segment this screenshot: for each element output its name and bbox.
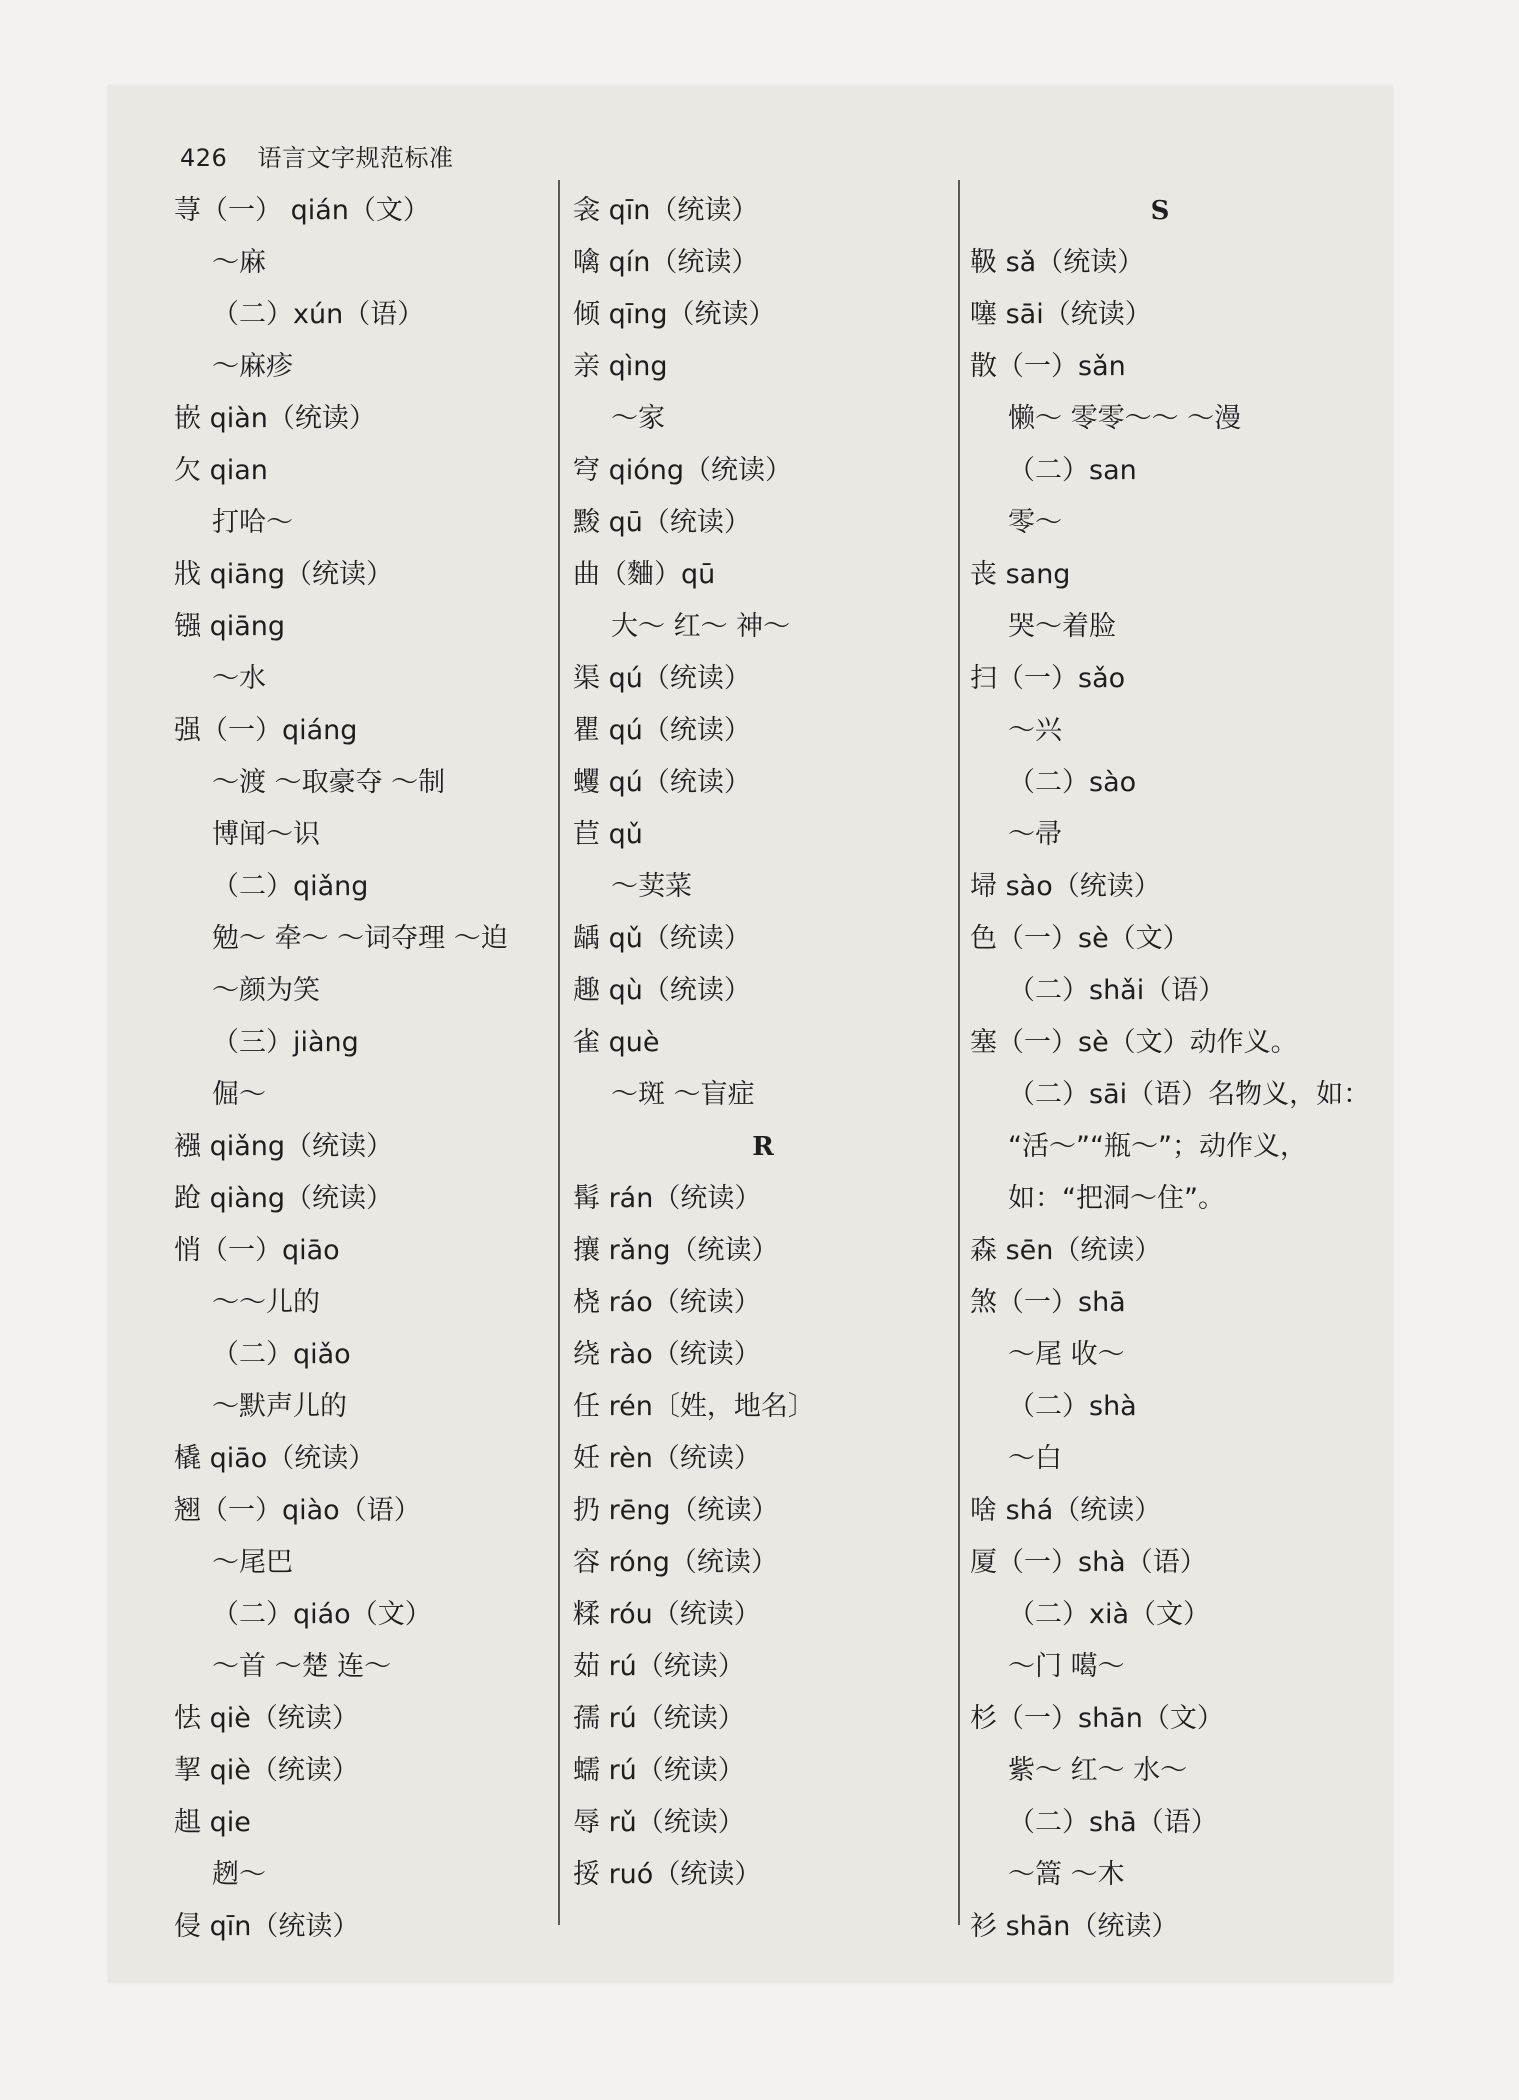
- entry-headword: 苣 qǔ: [573, 819, 643, 850]
- entry-subline: ～渡 ～取豪夺 ～制: [212, 767, 446, 798]
- section-letter: S: [1150, 196, 1170, 226]
- entry-headword: 茹 rú（统读）: [573, 1651, 745, 1682]
- entry-headword: 埽 sào（统读）: [970, 871, 1161, 902]
- entry-subline: ～帚: [1008, 819, 1062, 850]
- entry-subline: （二）shā（语）: [1008, 1807, 1218, 1838]
- entry-headword: 穹 qióng（统读）: [573, 455, 792, 486]
- entry-subline: 哭～着脸: [1008, 611, 1116, 642]
- entry-subline: 大～ 红～ 神～: [611, 611, 791, 642]
- entry-headword: 亲 qìng: [573, 351, 668, 382]
- entry-headword: 翘（一）qiào（语）: [174, 1495, 421, 1526]
- entry-headword: 嵌 qiàn（统读）: [174, 403, 376, 434]
- entry-headword: 侵 qīn（统读）: [174, 1911, 360, 1942]
- entry-headword: 跄 qiàng（统读）: [174, 1183, 394, 1214]
- entry-subline: 博闻～识: [212, 819, 320, 850]
- entry-subline: 紫～ 红～ 水～: [1008, 1755, 1188, 1786]
- entry-headword: 强（一）qiáng: [174, 715, 358, 746]
- page-number: 426: [180, 144, 228, 172]
- entry-subline: 打哈～: [212, 507, 293, 538]
- entry-subline: ～兴: [1008, 715, 1062, 746]
- entry-headword: 厦（一）shà（语）: [970, 1547, 1207, 1578]
- entry-subline: （二）qiǎng: [212, 871, 369, 902]
- entry-headword: 桡 ráo（统读）: [573, 1287, 761, 1318]
- entry-headword: 荨（一） qián（文）: [174, 195, 430, 226]
- entry-headword: 曲（麯）qū: [573, 559, 716, 590]
- entry-headword: 色（一）sè（文）: [970, 923, 1190, 954]
- entry-subline: （二）sào: [1008, 767, 1137, 798]
- entry-subline: 勉～ 牵～ ～词夺理 ～迫: [212, 923, 508, 954]
- entry-headword: 森 sēn（统读）: [970, 1235, 1162, 1266]
- entry-subline: 懒～ 零零～～ ～漫: [1008, 403, 1242, 434]
- entry-headword: 挼 ruó（统读）: [573, 1859, 762, 1890]
- entry-headword: 绕 rào（统读）: [573, 1339, 761, 1370]
- entry-headword: 趄 qie: [174, 1807, 251, 1838]
- entry-headword: 杉（一）shān（文）: [970, 1703, 1224, 1734]
- page-header: [180, 143, 453, 173]
- entry-subline: ～斑 ～盲症: [611, 1079, 755, 1110]
- entry-headword: 戕 qiāng（统读）: [174, 559, 394, 590]
- entry-headword: 瞿 qú（统读）: [573, 715, 751, 746]
- entry-subline: （二）qiǎo: [212, 1339, 351, 1370]
- entry-subline: ～麻: [212, 247, 266, 278]
- entry-subline: ～～儿的: [212, 1287, 320, 1318]
- entry-headword: 扔 rēng（统读）: [573, 1495, 779, 1526]
- entry-headword: 衾 qīn（统读）: [573, 195, 759, 226]
- entry-subline: “活～”“瓶～”；动作义，: [1008, 1131, 1307, 1162]
- entry-headword: 怯 qiè（统读）: [174, 1703, 359, 1734]
- entry-subline: ～尾巴: [212, 1547, 293, 1578]
- entry-column-2: [573, 185, 953, 1901]
- entry-headword: 散（一）sǎn: [970, 351, 1126, 382]
- entry-subline: ～尾 收～: [1008, 1339, 1125, 1370]
- entry-subline: （三）jiàng: [212, 1027, 359, 1058]
- entry-headword: 塞（一）sè（文）动作义。: [970, 1027, 1298, 1058]
- entry-headword: 雀 què: [573, 1027, 660, 1058]
- entry-subline: 趔～: [212, 1859, 266, 1890]
- entry-headword: 妊 rèn（统读）: [573, 1443, 761, 1474]
- entry-subline: （二）xún（语）: [212, 299, 425, 330]
- entry-headword: 髯 rán（统读）: [573, 1183, 762, 1214]
- entry-headword: 靸 sǎ（统读）: [970, 247, 1145, 278]
- entry-column-3: [970, 185, 1371, 1953]
- entry-headword: 悄（一）qiāo: [174, 1235, 340, 1266]
- entry-headword: 辱 rǔ（统读）: [573, 1807, 745, 1838]
- entry-headword: 孺 rú（统读）: [573, 1703, 745, 1734]
- entry-headword: 趣 qù（统读）: [573, 975, 751, 1006]
- entry-headword: 倾 qīng（统读）: [573, 299, 776, 330]
- column-divider: [558, 180, 560, 1925]
- entry-subline: ～家: [611, 403, 665, 434]
- entry-subline: （二）shǎi（语）: [1008, 975, 1226, 1006]
- entry-headword: 煞（一）shā: [970, 1287, 1126, 1318]
- entry-headword: 啥 shá（统读）: [970, 1495, 1162, 1526]
- section-letter: R: [752, 1132, 774, 1162]
- entry-headword: 容 róng（统读）: [573, 1547, 778, 1578]
- entry-headword: 噻 sāi（统读）: [970, 299, 1152, 330]
- entry-headword: 欠 qian: [174, 455, 268, 486]
- entry-headword: 挈 qiè（统读）: [174, 1755, 359, 1786]
- entry-subline: （二）sāi（语）名物义，如：: [1008, 1079, 1371, 1110]
- entry-subline: （二）xià（文）: [1008, 1599, 1211, 1630]
- entry-subline: ～水: [212, 663, 266, 694]
- entry-headword: 任 rén〔姓，地名〕: [573, 1391, 815, 1422]
- entry-headword: 丧 sang: [970, 559, 1071, 590]
- entry-subline: 倔～: [212, 1079, 266, 1110]
- entry-subline: ～门 噶～: [1008, 1651, 1125, 1682]
- entry-headword: 襁 qiǎng（统读）: [174, 1131, 394, 1162]
- entry-subline: ～颜为笑: [212, 975, 320, 1006]
- entry-subline: ～白: [1008, 1443, 1062, 1474]
- entry-subline: （二）san: [1008, 455, 1137, 486]
- entry-headword: 糅 róu（统读）: [573, 1599, 761, 1630]
- entry-subline: ～荬菜: [611, 871, 692, 902]
- entry-subline: ～默声儿的: [212, 1391, 347, 1422]
- column-divider: [958, 180, 960, 1925]
- entry-headword: 镪 qiāng: [174, 611, 286, 642]
- entry-subline: ～首 ～楚 连～: [212, 1651, 392, 1682]
- entry-column-1: [174, 185, 554, 1953]
- entry-headword: 蠕 rú（统读）: [573, 1755, 745, 1786]
- entry-headword: 龋 qǔ（统读）: [573, 923, 751, 954]
- entry-subline: 零～: [1008, 507, 1062, 538]
- entry-subline: （二）shà: [1008, 1391, 1137, 1422]
- entry-headword: 扫（一）sǎo: [970, 663, 1126, 694]
- entry-headword: 渠 qú（统读）: [573, 663, 751, 694]
- entry-subline: 如：“把洞～住”。: [1008, 1183, 1225, 1214]
- entry-subline: （二）qiáo（文）: [212, 1599, 432, 1630]
- entry-headword: 噙 qín（统读）: [573, 247, 759, 278]
- book-title: 语言文字规范标准: [257, 144, 454, 172]
- entry-headword: 黢 qū（统读）: [573, 507, 751, 538]
- entry-headword: 攘 rǎng（统读）: [573, 1235, 779, 1266]
- entry-subline: ～篙 ～木: [1008, 1859, 1125, 1890]
- entry-subline: ～麻疹: [212, 351, 293, 382]
- entry-headword: 衫 shān（统读）: [970, 1911, 1179, 1942]
- entry-headword: 蠼 qú（统读）: [573, 767, 751, 798]
- entry-headword: 橇 qiāo（统读）: [174, 1443, 376, 1474]
